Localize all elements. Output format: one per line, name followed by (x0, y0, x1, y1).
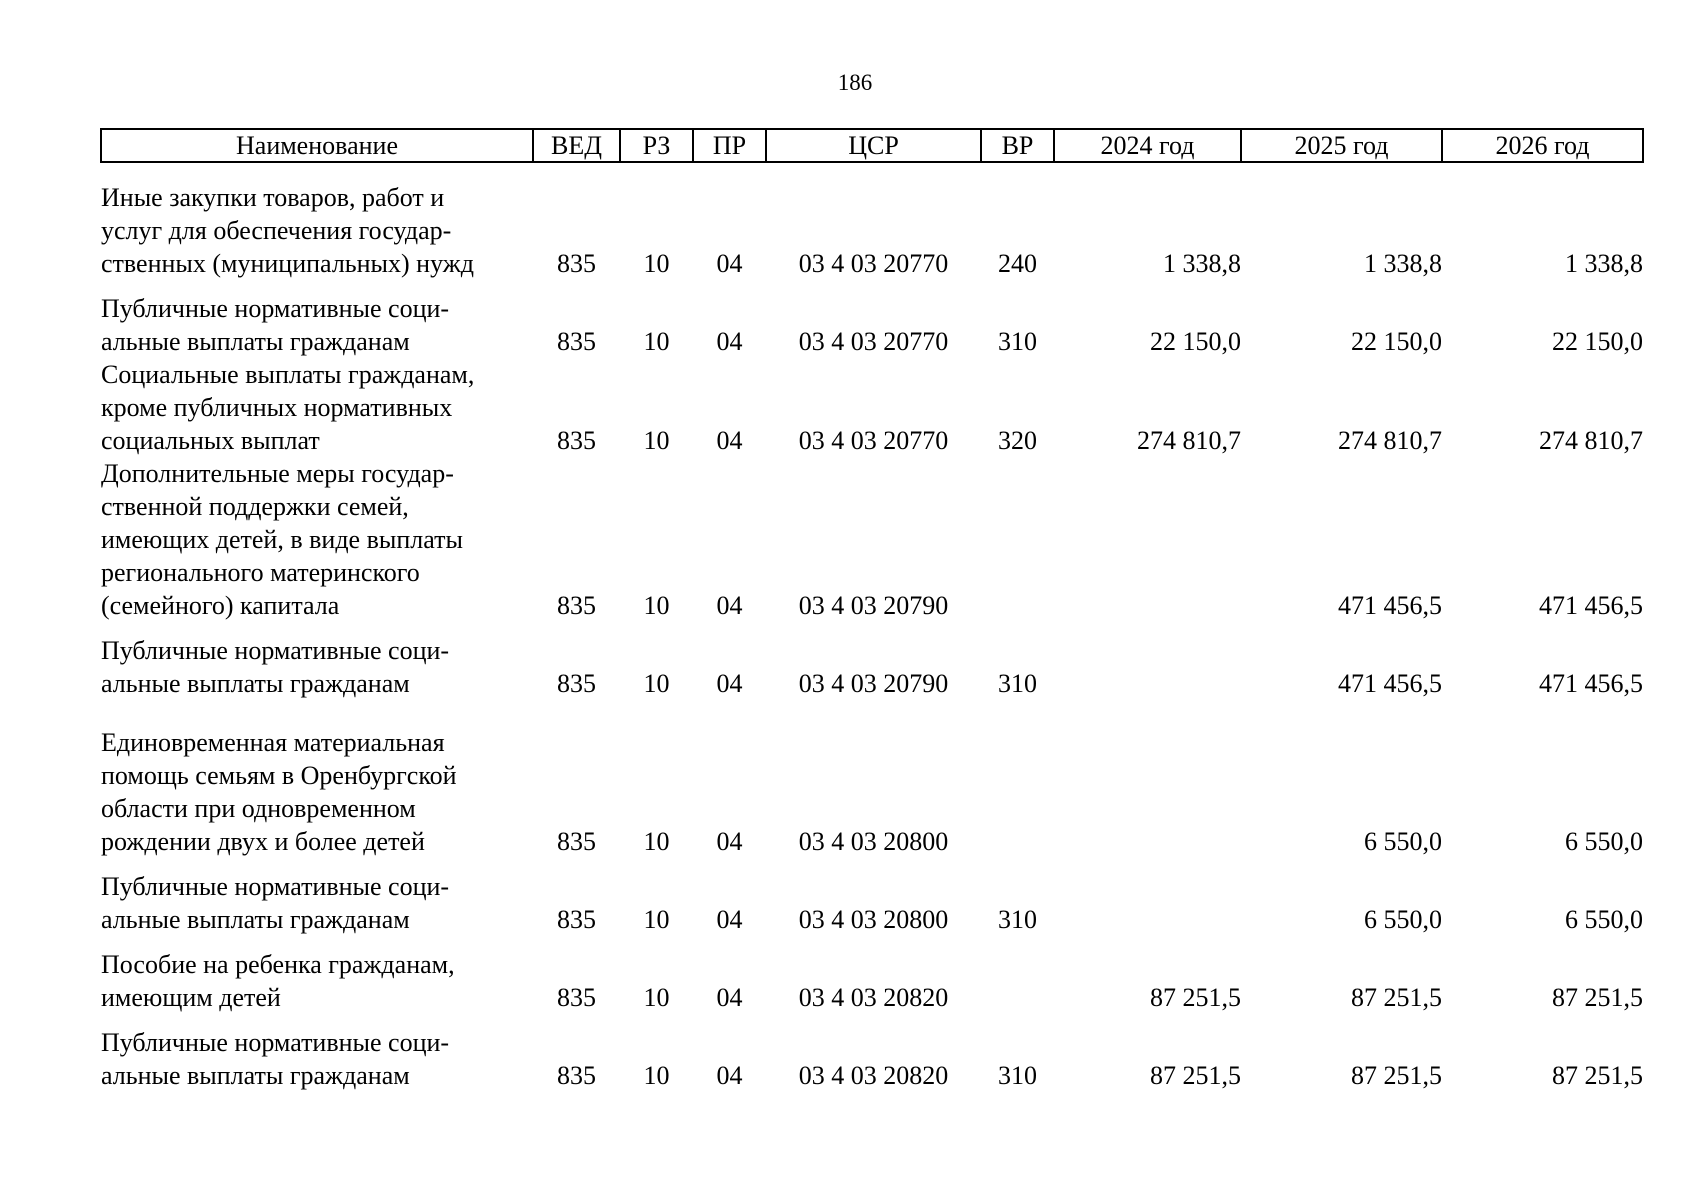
cell-2026: 1 338,8 (1565, 249, 1643, 278)
cell-rz: 10 (643, 426, 670, 455)
cell-name-line: Публичные нормативные соци- (101, 636, 450, 665)
cell-2025: 87 251,5 (1351, 983, 1442, 1012)
cell-pr: 04 (716, 327, 743, 356)
cell-2025: 6 550,0 (1364, 905, 1442, 934)
cell-name-line: области при одновременном (101, 794, 416, 823)
cell-2025: 471 456,5 (1338, 669, 1442, 698)
column-header-vr: ВР (981, 129, 1054, 162)
table-row (101, 280, 1643, 358)
cell-name-line: (семейного) капитала (101, 591, 340, 620)
cell-ved: 835 (557, 591, 596, 620)
cell-rz: 10 (643, 983, 670, 1012)
cell-rz: 10 (643, 827, 670, 856)
cell-vr (981, 700, 1054, 858)
cell-rz: 10 (643, 591, 670, 620)
cell-2026: 6 550,0 (1565, 827, 1643, 856)
cell-rz: 10 (643, 327, 670, 356)
cell-csr: 03 4 03 20790 (798, 669, 949, 698)
cell-2024: 22 150,0 (1150, 327, 1241, 356)
cell-name (101, 181, 533, 280)
cell-name-line: альные выплаты гражданам (101, 1061, 410, 1090)
cell-name-line: альные выплаты гражданам (101, 669, 410, 698)
cell-pr: 04 (716, 1061, 743, 1090)
table-row (101, 622, 1643, 700)
cell-name (101, 1014, 533, 1092)
column-header-ved: ВЕД (533, 129, 620, 162)
cell-ved: 835 (557, 983, 596, 1012)
cell-pr: 04 (716, 983, 743, 1012)
cell-2026: 274 810,7 (1539, 426, 1643, 455)
cell-vr: 310 (998, 905, 1037, 934)
table-row (101, 858, 1643, 936)
table-row (101, 1014, 1643, 1092)
cell-name-line: регионального материнского (101, 558, 420, 587)
cell-vr: 240 (998, 249, 1037, 278)
table-spacer (101, 162, 1643, 181)
cell-2025: 22 150,0 (1351, 327, 1442, 356)
cell-2024 (1054, 700, 1241, 858)
cell-vr (981, 936, 1054, 1014)
cell-name-line: имеющих детей, в виде выплаты (101, 525, 463, 554)
cell-ved: 835 (557, 905, 596, 934)
cell-2026: 6 550,0 (1565, 905, 1643, 934)
cell-name-line: ственной поддержки семей, (101, 492, 409, 521)
column-header-rz: РЗ (620, 129, 693, 162)
cell-name-line: ственных (муниципальных) нужд (101, 249, 474, 278)
cell-2025: 6 550,0 (1364, 827, 1442, 856)
cell-name-line: услуг для обеспечения государ- (101, 216, 452, 245)
cell-2025: 1 338,8 (1364, 249, 1442, 278)
column-header-name: Наименование (101, 129, 533, 162)
cell-name-line: альные выплаты гражданам (101, 905, 410, 934)
cell-name (101, 700, 533, 858)
column-header-pr: ПР (693, 129, 766, 162)
cell-name (101, 936, 533, 1014)
cell-2025: 87 251,5 (1351, 1061, 1442, 1090)
cell-ved: 835 (557, 669, 596, 698)
cell-ved: 835 (557, 327, 596, 356)
cell-name-line: Публичные нормативные соци- (101, 872, 450, 901)
cell-pr: 04 (716, 591, 743, 620)
table-row (101, 700, 1643, 858)
cell-2025: 471 456,5 (1338, 591, 1442, 620)
cell-2026: 471 456,5 (1539, 591, 1643, 620)
cell-2024: 87 251,5 (1150, 1061, 1241, 1090)
cell-rz: 10 (643, 249, 670, 278)
cell-pr: 04 (716, 827, 743, 856)
cell-rz: 10 (643, 1061, 670, 1090)
cell-name-line: кроме публичных нормативных (101, 393, 453, 422)
cell-ved: 835 (557, 249, 596, 278)
cell-2026: 22 150,0 (1552, 327, 1643, 356)
column-header-2025: 2025 год (1241, 129, 1442, 162)
cell-ved: 835 (557, 827, 596, 856)
cell-name (101, 622, 533, 700)
cell-2024 (1054, 457, 1241, 622)
cell-name-line: Единовременная материальная (101, 728, 445, 757)
cell-csr: 03 4 03 20770 (798, 426, 949, 455)
table-row (101, 358, 1643, 457)
cell-vr: 310 (998, 1061, 1037, 1090)
cell-pr: 04 (716, 669, 743, 698)
cell-name (101, 457, 533, 622)
cell-2026: 87 251,5 (1552, 1061, 1643, 1090)
cell-name-line: Социальные выплаты гражданам, (101, 360, 475, 389)
cell-rz: 10 (643, 905, 670, 934)
cell-name-line: помощь семьям в Оренбургской (101, 761, 457, 790)
cell-csr: 03 4 03 20800 (798, 827, 949, 856)
table-header-row (101, 129, 1643, 162)
budget-table (100, 128, 1644, 1092)
table-row (101, 457, 1643, 622)
cell-name-line: имеющим детей (101, 983, 281, 1012)
cell-2024: 1 338,8 (1163, 249, 1241, 278)
cell-name-line: Публичные нормативные соци- (101, 294, 450, 323)
column-header-csr: ЦСР (766, 129, 981, 162)
cell-name-line: рождении двух и более детей (101, 827, 425, 856)
cell-2024: 87 251,5 (1150, 983, 1241, 1012)
cell-name-line: Дополнительные меры государ- (101, 459, 454, 488)
cell-vr: 310 (998, 669, 1037, 698)
table-body (101, 162, 1643, 1092)
cell-csr: 03 4 03 20800 (798, 905, 949, 934)
cell-pr: 04 (716, 249, 743, 278)
cell-name-line: Иные закупки товаров, работ и (101, 183, 445, 212)
cell-vr: 310 (998, 327, 1037, 356)
cell-name (101, 858, 533, 936)
cell-2024 (1054, 622, 1241, 700)
cell-name-line: социальных выплат (101, 426, 320, 455)
table-row (101, 936, 1643, 1014)
cell-csr: 03 4 03 20790 (798, 591, 949, 620)
cell-2024 (1054, 858, 1241, 936)
column-header-2024: 2024 год (1054, 129, 1241, 162)
cell-rz: 10 (643, 669, 670, 698)
table-row (101, 181, 1643, 280)
cell-vr: 320 (998, 426, 1037, 455)
cell-name-line: Публичные нормативные соци- (101, 1028, 450, 1057)
cell-2026: 471 456,5 (1539, 669, 1643, 698)
cell-2025: 274 810,7 (1338, 426, 1442, 455)
cell-2026: 87 251,5 (1552, 983, 1643, 1012)
cell-2024: 274 810,7 (1137, 426, 1241, 455)
cell-name (101, 280, 533, 358)
cell-vr (981, 457, 1054, 622)
cell-csr: 03 4 03 20770 (798, 249, 949, 278)
cell-pr: 04 (716, 905, 743, 934)
cell-csr: 03 4 03 20820 (798, 983, 949, 1012)
page-number: 186 (837, 70, 873, 95)
cell-name (101, 358, 533, 457)
cell-csr: 03 4 03 20820 (798, 1061, 949, 1090)
cell-ved: 835 (557, 1061, 596, 1090)
cell-ved: 835 (557, 426, 596, 455)
column-header-2026: 2026 год (1442, 129, 1643, 162)
cell-csr: 03 4 03 20770 (798, 327, 949, 356)
cell-name-line: Пособие на ребенка гражданам, (101, 950, 455, 979)
cell-name-line: альные выплаты гражданам (101, 327, 410, 356)
cell-pr: 04 (716, 426, 743, 455)
